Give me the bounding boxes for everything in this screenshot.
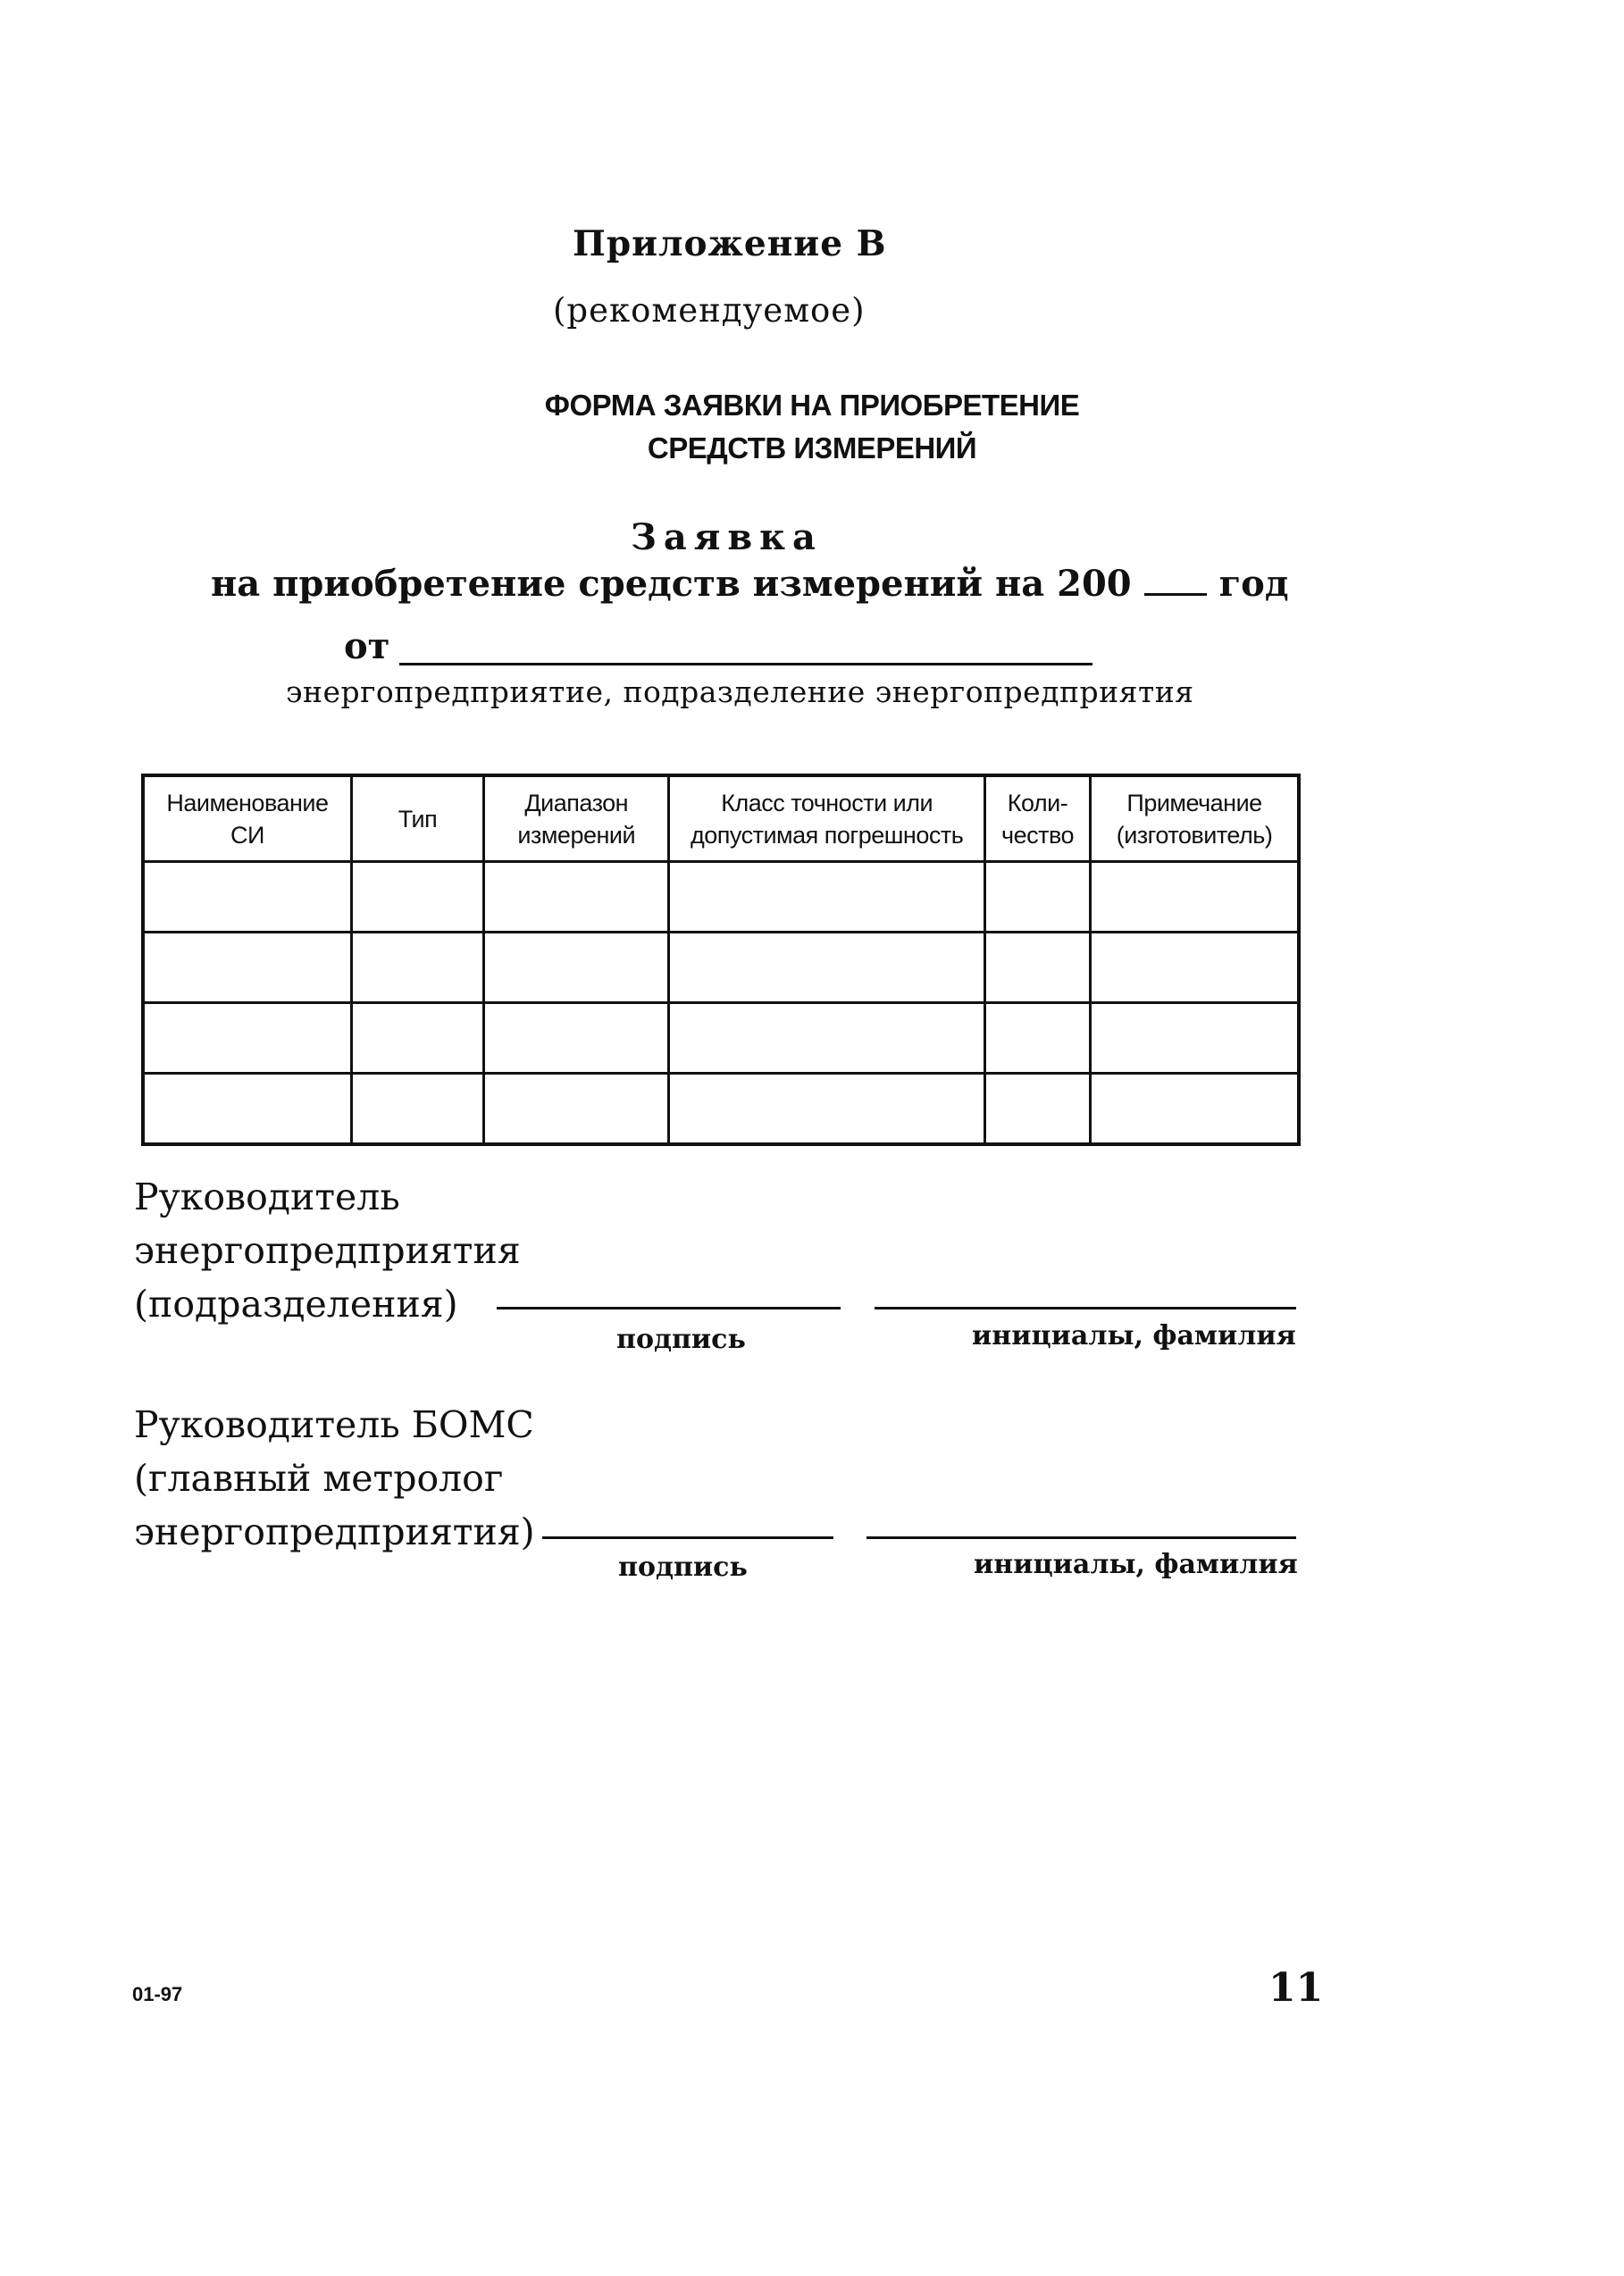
table-row	[143, 862, 1299, 933]
table-cell	[984, 1074, 1090, 1145]
table-header-cell	[143, 775, 351, 862]
request-subheading-year-word: год	[1218, 563, 1289, 605]
from-blank-line	[399, 663, 1092, 665]
table-header-cell	[484, 775, 669, 862]
signature2-sign-caption: подпись	[618, 1552, 748, 1583]
table-cell	[1091, 1003, 1299, 1074]
table-header-text: Класс точности или	[721, 789, 933, 816]
table-header-text: СИ	[230, 821, 264, 849]
table-cell	[351, 1003, 483, 1074]
table-cell	[143, 933, 351, 1003]
table-header-text: (изготовитель)	[1116, 821, 1273, 849]
from-label: от	[344, 625, 390, 667]
table-cell	[351, 862, 483, 933]
signature-block-manager	[134, 1170, 521, 1331]
request-subheading	[211, 563, 1288, 605]
document-code: 01-97	[132, 1983, 183, 2005]
table-cell	[484, 1074, 669, 1145]
table-cell	[351, 933, 483, 1003]
signature1-line-3: (подразделения)	[134, 1283, 458, 1326]
request-table	[141, 774, 1301, 1146]
from-caption: энергопредприятие, подразделение энергопредприятия	[286, 674, 1194, 709]
table-header-text: Наименование	[166, 789, 329, 816]
table-cell	[669, 933, 985, 1003]
signature2-line-3: энергопредприятия)	[134, 1510, 535, 1553]
table-header-cell	[351, 775, 483, 862]
form-title-line-2: СРЕДСТВ ИЗМЕРЕНИЙ	[647, 431, 977, 464]
signature1-line-2: энергопредприятия	[134, 1229, 521, 1272]
request-heading: Заявка	[631, 516, 823, 558]
table-header-text: чество	[1001, 821, 1075, 849]
table-row	[143, 1003, 1299, 1074]
signature1-line-1: Руководитель	[134, 1176, 400, 1218]
page-number: 11	[1268, 1965, 1324, 2011]
table-cell	[1091, 933, 1299, 1003]
signature1-sign-caption: подпись	[616, 1324, 746, 1355]
table-row	[143, 1074, 1299, 1145]
table-cell	[351, 1074, 483, 1145]
table-cell	[484, 1003, 669, 1074]
request-subheading-text: на приобретение средств измерений на 200	[211, 563, 1132, 605]
table-cell	[669, 1074, 985, 1145]
year-blank	[1144, 588, 1207, 596]
appendix-status: (рекомендуемое)	[553, 291, 866, 330]
appendix-title: Приложение В	[573, 223, 887, 264]
table-cell	[143, 862, 351, 933]
table-cell	[484, 862, 669, 933]
table-cell	[143, 1003, 351, 1074]
table-cell	[669, 862, 985, 933]
table-header-text: допустимая погрешность	[691, 821, 964, 849]
table-header-text: Примечание	[1126, 789, 1262, 816]
table-cell	[1091, 862, 1299, 933]
signature2-line-1: Руководитель БОМС	[134, 1403, 534, 1446]
table-cell	[143, 1074, 351, 1145]
table-cell	[1091, 1074, 1299, 1145]
signature2-line-2: (главный метролог	[134, 1457, 504, 1500]
table-header-text: Диапазон	[524, 789, 629, 816]
signature1-sign-line	[497, 1307, 841, 1310]
signature1-name-line	[875, 1307, 1296, 1310]
table-header-cell	[984, 775, 1090, 862]
table-header-cell	[1091, 775, 1299, 862]
signature2-sign-line	[542, 1536, 833, 1539]
table-cell	[984, 862, 1090, 933]
table-cell	[484, 933, 669, 1003]
table-row	[143, 933, 1299, 1003]
table-header-cell	[669, 775, 985, 862]
form-title	[0, 384, 1624, 470]
table-cell	[984, 933, 1090, 1003]
signature2-name-caption: инициалы, фамилия	[974, 1549, 1298, 1580]
table-body	[143, 862, 1299, 1145]
table-header-text: Коли-	[1007, 789, 1068, 816]
signature2-name-line	[866, 1536, 1296, 1539]
signature-block-metrologist	[134, 1398, 535, 1559]
table-header-text: Тип	[398, 805, 438, 833]
table-header-row	[143, 775, 1299, 862]
table-cell	[669, 1003, 985, 1074]
table-cell	[984, 1003, 1090, 1074]
signature1-name-caption: инициалы, фамилия	[972, 1320, 1296, 1351]
form-title-line-1: ФОРМА ЗАЯВКИ НА ПРИОБРЕТЕНИЕ	[544, 389, 1080, 422]
table-header-text: измерений	[517, 821, 636, 849]
